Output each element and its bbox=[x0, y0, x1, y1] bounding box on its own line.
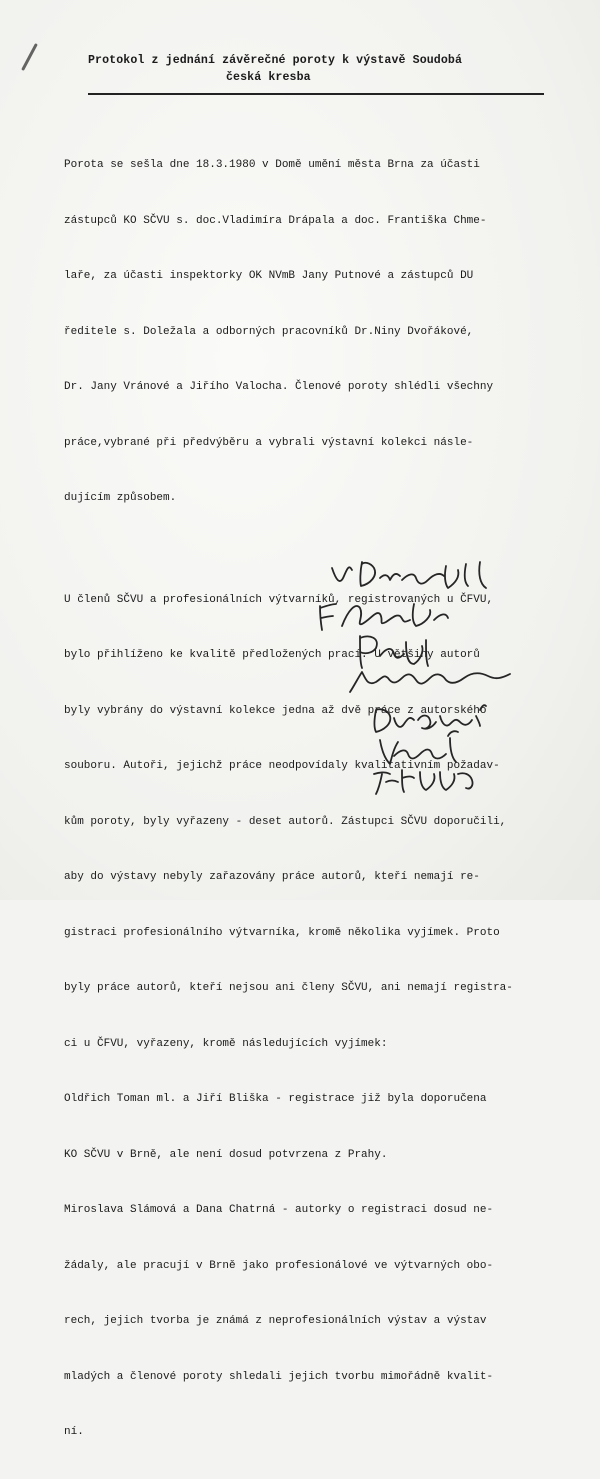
body-line: gistraci profesionálního výtvarníka, kromě několika vyjímek. Proto bbox=[64, 926, 500, 939]
body-line: aby do výstavy nebyly zařazovány práce autorů, kteří nemají re- bbox=[64, 871, 480, 883]
signature-dvorakova bbox=[375, 705, 487, 732]
body-line: práce,vybrané při předvýběru a vybrali výstavní kolekci násle- bbox=[64, 436, 474, 449]
signature-block bbox=[330, 560, 550, 800]
body-line: dujícím způsobem. bbox=[64, 492, 177, 504]
signature-dolezal bbox=[350, 672, 510, 692]
body-line: laře, za účasti inspektorky OK NVmB Jany Putnové a zástupců DU bbox=[64, 270, 474, 282]
signature-valoch bbox=[374, 770, 473, 794]
body-line: U členů SČVU a profesionálních výtvarníků, registrovaných u ČFVU, bbox=[64, 593, 494, 606]
body-line: žádaly, ale pracují v Brně jako profesionálové ve výtvarných obo- bbox=[64, 1259, 494, 1272]
body-line: Oldřich Toman ml. a Jiří Bliška - registrace již byla doporučena bbox=[64, 1093, 487, 1105]
signatures-drawing bbox=[330, 560, 550, 800]
paragraph-gap bbox=[64, 545, 586, 554]
title-line-1: Protokol z jednání závěrečné poroty k výstavě Soudobá bbox=[88, 54, 463, 67]
signature-putnova bbox=[360, 636, 428, 668]
body-line: souboru. Autoři, jejichž práce neodpovídaly kvalitativním požadav- bbox=[64, 760, 500, 772]
document-title bbox=[88, 52, 548, 86]
body-line: Dr. Jany Vránové a Jiřího Valocha. Členové poroty shlédli všechny bbox=[64, 381, 494, 393]
body-line: ci u ČFVU, vyřazeny, kromě následujících vyjímek: bbox=[64, 1037, 388, 1050]
signature-drapal bbox=[332, 562, 486, 588]
pen-mark bbox=[21, 43, 38, 71]
signature-vranova bbox=[380, 731, 458, 764]
body-line: zástupců KO SČVU s. doc.Vladimíra Drápala a doc. Františka Chme- bbox=[64, 214, 487, 227]
body-line: kům poroty, byly vyřazeny - deset autorů. Zástupci SČVU doporučili, bbox=[64, 815, 507, 828]
title-underline bbox=[88, 93, 544, 95]
body-line: KO SČVU v Brně, ale není dosud potvrzena z Prahy. bbox=[64, 1148, 388, 1161]
signature-chmelar bbox=[320, 604, 448, 630]
body-line: ní. bbox=[64, 1426, 84, 1438]
body-line: rech, jejich tvorba je známá z neprofesionálních výstav a výstav bbox=[64, 1315, 487, 1327]
body-line: byly vybrány do výstavní kolekce jedna až dvě práce z autorského bbox=[64, 704, 487, 717]
title-line-2: česká kresba bbox=[226, 71, 311, 84]
body-line: ředitele s. Doležala a odborných pracovníků Dr.Niny Dvořákové, bbox=[64, 325, 474, 338]
body-line: bylo přihlíženo ke kvalitě předložených prací. U většiny autorů bbox=[64, 649, 480, 661]
body-line: Miroslava Slámová a Dana Chatrná - autorky o registraci dosud ne- bbox=[64, 1204, 494, 1216]
body-line: byly práce autorů, kteří nejsou ani členy SČVU, ani nemají registra- bbox=[64, 982, 513, 994]
body-line: mladých a členové poroty shledali jejich tvorbu mimořádně kvalit- bbox=[64, 1370, 494, 1383]
body-line: Porota se sešla dne 18.3.1980 v Domě umění města Brna za účasti bbox=[64, 159, 480, 171]
